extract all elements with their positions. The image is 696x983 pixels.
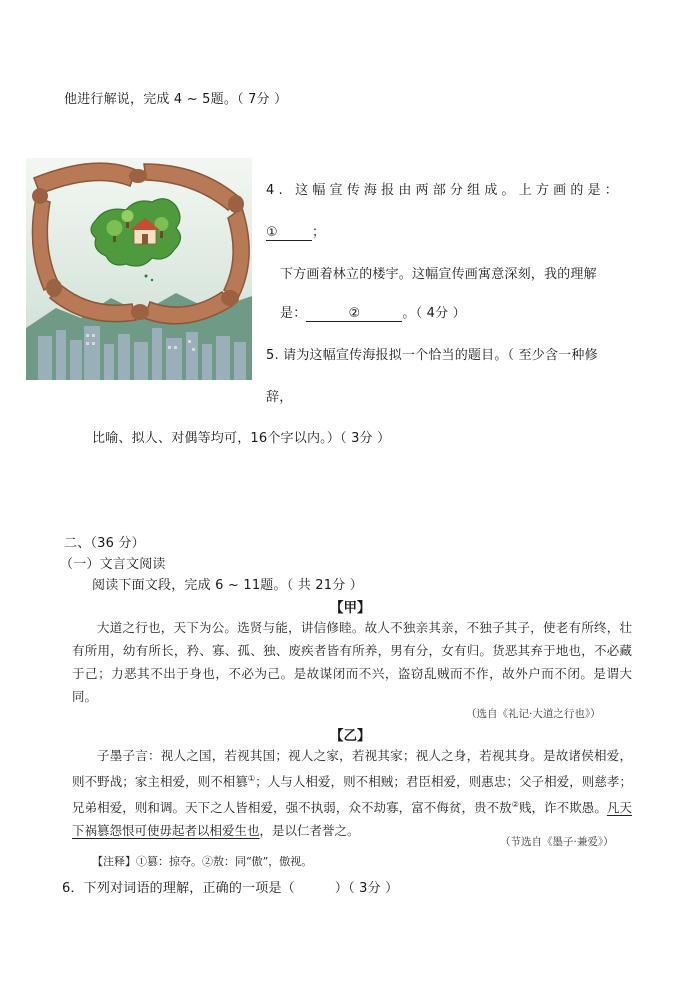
q5-line3: 比喻、拟人、对偶等均可，16个字以内。）（ 3分 ） <box>92 431 391 446</box>
yi-heading: 【乙】 <box>330 728 371 744</box>
q6-line <box>62 877 398 896</box>
blank-2-label: ② <box>348 306 361 321</box>
q5-line1: 5. 请为这幅宣传海报拟一个恰当的题目。（ 至少含一种修 <box>266 348 598 363</box>
yi-text-before: 子墨子言：视人之国，若视其国；视人之家，若视其家；视人之身，若视其身。是故诸侯相爱，则不野战；家主相爱，则不相篡 <box>72 748 632 790</box>
q4-line3-post: 。（ 4分 ） <box>402 306 466 321</box>
answer-blank-1[interactable] <box>266 225 312 241</box>
poster-image <box>26 158 252 380</box>
q4-line1: 4. 这幅宣传海报由两部分组成。上方画的是： <box>266 183 622 198</box>
jia-source: （选自《礼记·大道之行也》） <box>466 708 601 720</box>
q4-line2: 下方画着林立的楼宇。这幅宣传画寓意深刻，我的理解 <box>280 267 597 282</box>
q4-line3 <box>280 302 466 322</box>
blank-1-tail: ； <box>312 225 326 240</box>
q4-line3-pre: 是： <box>280 306 307 321</box>
q4-blank1-line <box>266 221 325 241</box>
yi-text <box>72 744 632 842</box>
q5-line2: 辞， <box>266 390 293 405</box>
section2-instruction: 阅读下面文段，完成 6 ~ 11题。（ 共 21分 ） <box>92 578 363 593</box>
jia-text: 大道之行也，天下为公。选贤与能，讲信修睦。故人不独亲其亲，不独子其子，使老有所终，壮有所用，幼有所长，矜、寡、孤、独、废疾者皆有所养，男有分，女有归。货恶其弃于地也，不必藏于己；力恶其不出于身也，不必为己。是故谋闭而不兴，盗窃乱贼而不作，故外户而不闭。是谓大同。 <box>72 620 632 704</box>
yi-text-end: ，是以仁者誉之。 <box>259 823 360 839</box>
note-mark-2: ② <box>511 800 519 810</box>
jia-heading: 【甲】 <box>330 600 371 616</box>
yi-text-after: 贱，诈不欺愚。 <box>518 800 607 816</box>
section2-subtitle: （一）文言文阅读 <box>60 557 166 572</box>
q6-pre: 6．下列对词语的理解，正确的一项是（ <box>62 881 295 896</box>
intro-line: 他进行解说，完成 4 ~ 5题。（ 7分 ） <box>64 92 288 107</box>
yi-underlined-sentence: 凡天下祸篡怨恨可使毋起者以相爱生也 <box>72 800 632 839</box>
q6-post: ）（ 3分 ） <box>334 881 399 896</box>
yi-text-middle: ；人与人相爱，则不相贼；君臣相爱，则惠忠；父子相爱，则慈孝；兄弟相爱，则和调。天下之人皆相爱，强不执弱，众不劫寡，富不侮贫，贵不敖 <box>72 774 632 816</box>
section2-title: 二、（36 分） <box>64 536 145 551</box>
blank-1-label: ① <box>266 225 278 240</box>
yi-source: （节选自《墨子·兼爱》） <box>500 836 614 848</box>
poster-illustration <box>26 158 252 380</box>
answer-blank-2[interactable] <box>306 306 402 322</box>
note-mark-1: ① <box>247 774 256 783</box>
annotation-notes: 【注释】①篡：掠夺。②敖：同“傲”，傲视。 <box>92 855 313 868</box>
